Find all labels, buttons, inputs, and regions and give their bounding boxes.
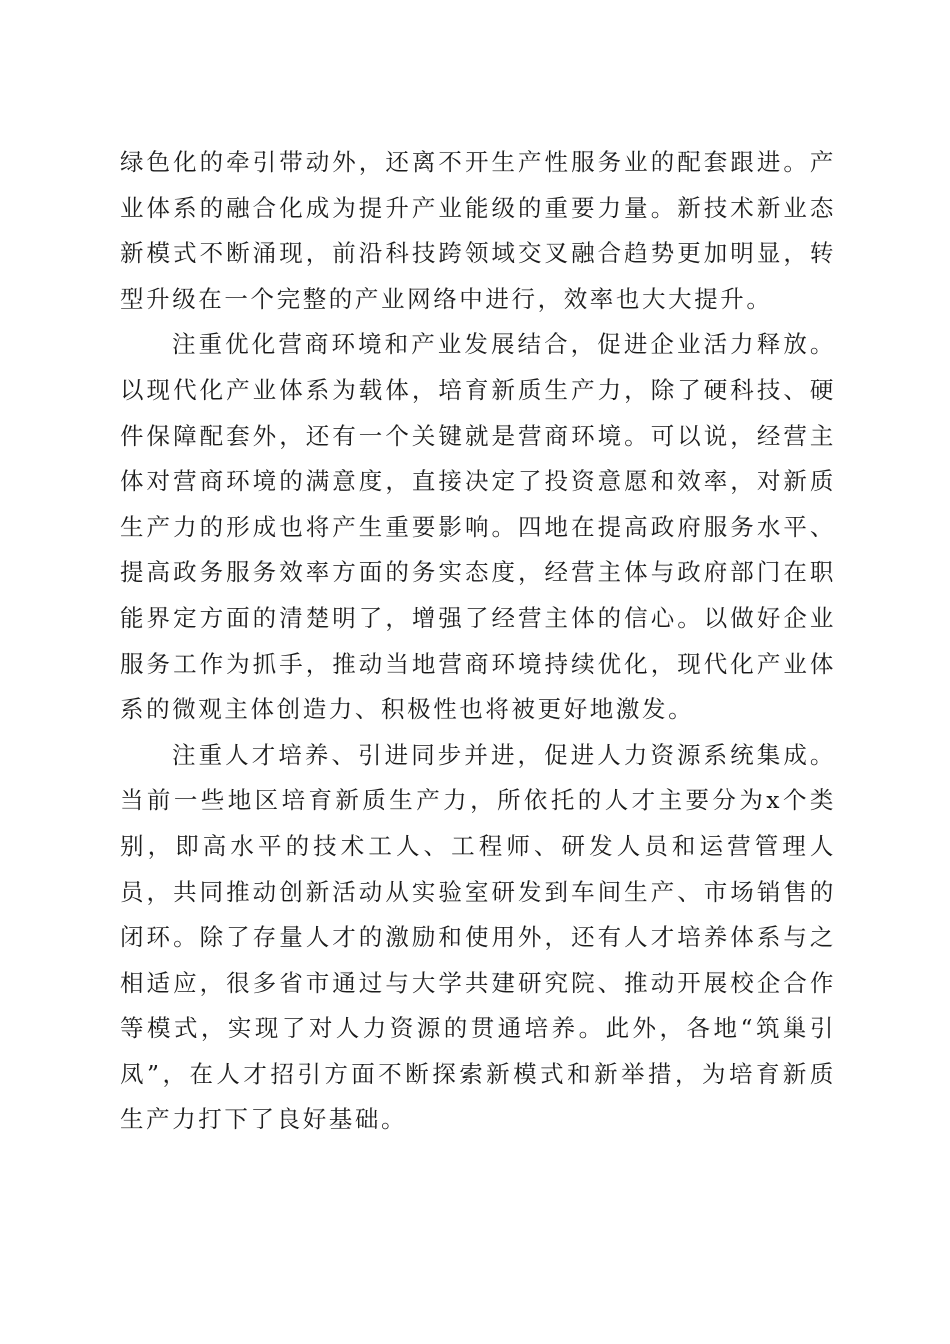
paragraph-1: 绿色化的牵引带动外，还离不开生产性服务业的配套跟进。产业体系的融合化成为提升产业能级的重要力量。新技术新业态新模式不断涌现，前沿科技跨领域交叉融合趋势更加明显，转型升级在一个完整的产业网络中进行，效率也大大提升。: [120, 148, 836, 313]
paragraph-2: 注重优化营商环境和产业发展结合，促进企业活力释放。以现代化产业体系为载体，培育新质生产力，除了硬科技、硬件保障配套外，还有一个关键就是营商环境。可以说，经营主体对营商环境的满意度，直接决定了投资意愿和效率，对新质生产力的形成也将产生重要影响。四地在提高政府服务水平、提高政务服务效率方面的务实态度，经营主体与政府部门在职能界定方面的清楚明了，增强了经营主体的信心。以做好企业服务工作为抓手，推动当地营商环境持续优化，现代化产业体系的微观主体创造力、积极性也将被更好地激发。: [120, 330, 836, 724]
paragraph-3: 注重人才培养、引进同步并进，促进人力资源系统集成。当前一些地区培育新质生产力，所依托的人才主要分为x个类别，即高水平的技术工人、工程师、研发人员和运营管理人员，共同推动创新活动从实验室研发到车间生产、市场销售的闭环。除了存量人才的激励和使用外，还有人才培养体系与之相适应，很多省市通过与大学共建研究院、推动开展校企合作等模式，实现了对人力资源的贯通培养。此外，各地“筑巢引凤”，在人才招引方面不断探索新模式和新举措，为培育新质生产力打下了良好基础。: [120, 740, 836, 1134]
document-body: [120, 140, 836, 1143]
